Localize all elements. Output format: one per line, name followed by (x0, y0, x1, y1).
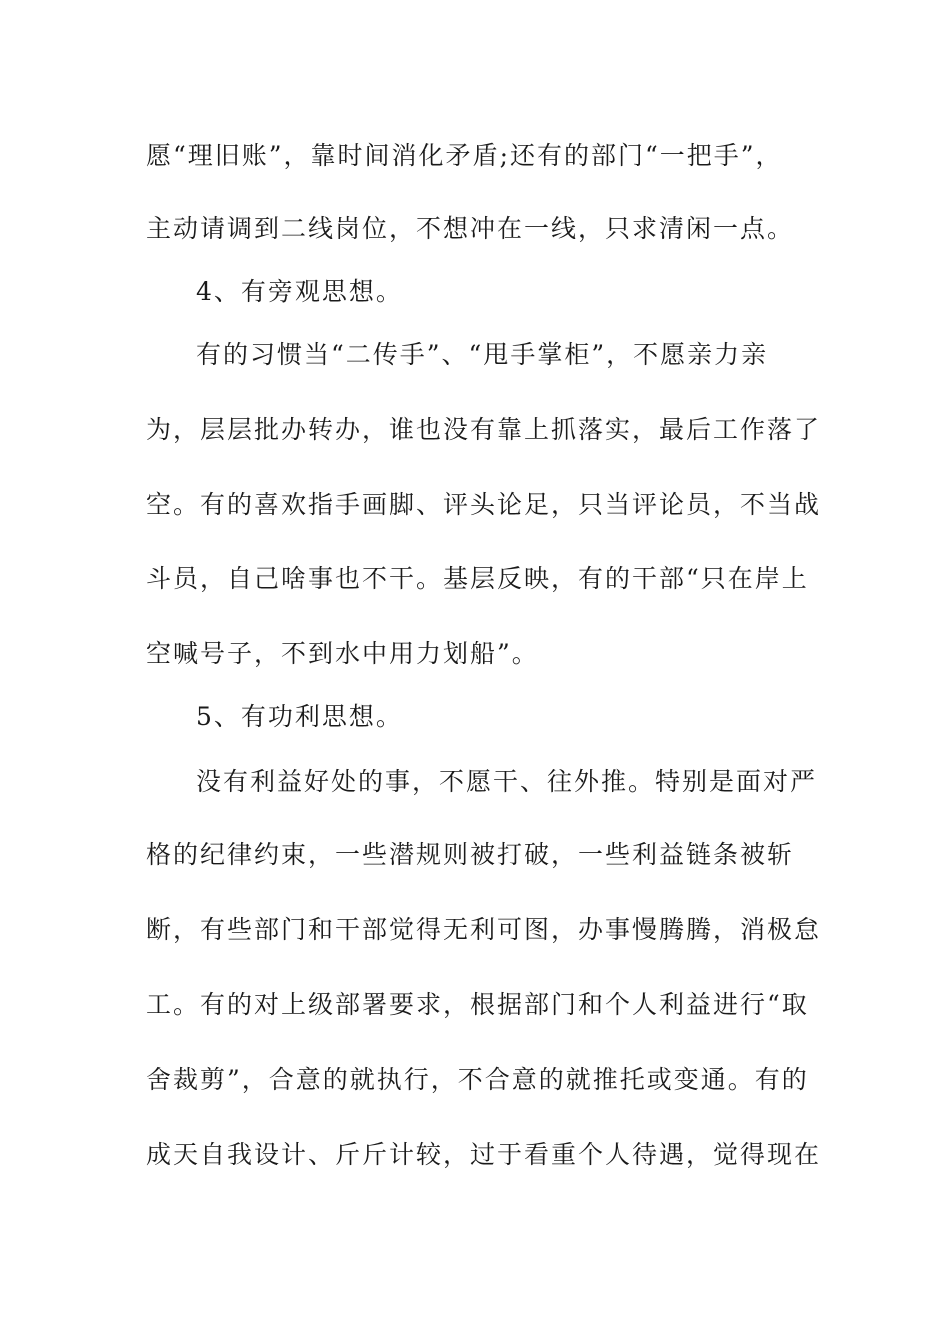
text-line: 空。有的喜欢指手画脚、评头论足，只当评论员，不当战 (146, 490, 822, 519)
text-line: 舍裁剪”，合意的就执行，不合意的就推托或变通。有的 (146, 1065, 809, 1094)
text-line: 为，层层批办转办，谁也没有靠上抓落实，最后工作落了 (146, 415, 822, 444)
text-line: 有的习惯当“二传手”、“甩手掌柜”，不愿亲力亲 (196, 340, 769, 369)
section-heading: 4、有旁观思想。 (196, 277, 403, 306)
text-line: 格的纪律约束，一些潜规则被打破，一些利益链条被斩 (146, 840, 795, 869)
section-heading: 5、有功利思想。 (196, 702, 403, 731)
text-line: 主动请调到二线岗位，不想冲在一线，只求清闲一点。 (146, 214, 795, 243)
text-line: 斗员，自己啥事也不干。基层反映，有的干部“只在岸上 (146, 564, 809, 593)
text-line: 愿“理旧账”，靠时间消化矛盾;还有的部门“一把手”， (146, 141, 783, 170)
text-line: 断，有些部门和干部觉得无利可图，办事慢腾腾，消极怠 (146, 915, 822, 944)
text-line: 没有利益好处的事，不愿干、往外推。特别是面对严 (196, 767, 818, 796)
text-line: 空喊号子，不到水中用力划船”。 (146, 639, 539, 668)
text-line: 工。有的对上级部署要求，根据部门和个人利益进行“取 (146, 990, 809, 1019)
text-line: 成天自我设计、斤斤计较，过于看重个人待遇，觉得现在 (146, 1140, 822, 1169)
